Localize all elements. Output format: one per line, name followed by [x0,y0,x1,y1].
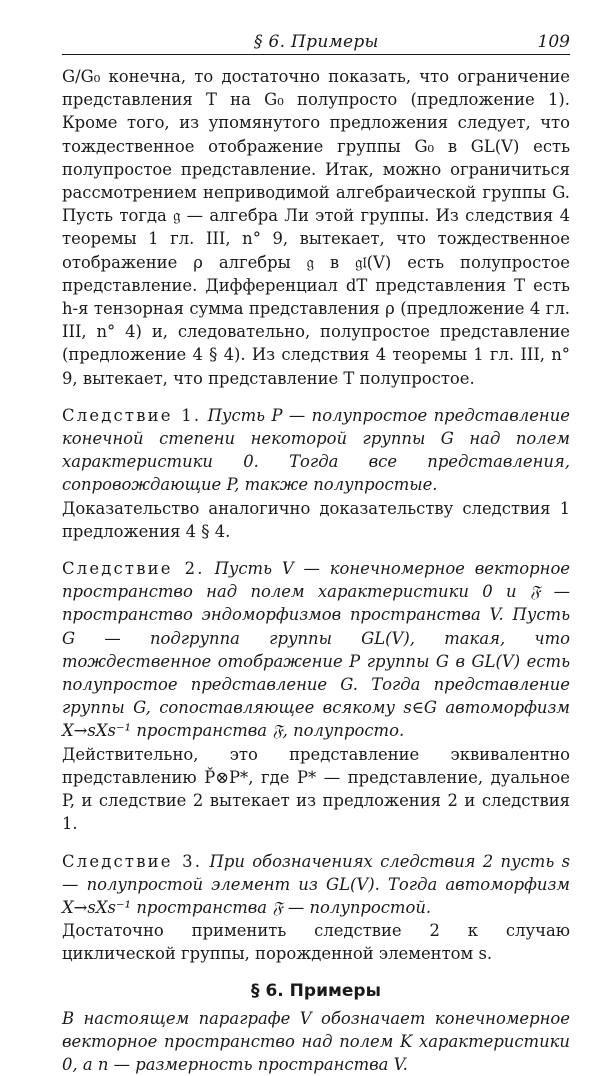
paragraph-proof-continuation: G/G₀ конечна, то достаточно показать, что ограничение представления T на G₀ полупросто (предложение 1). Кроме того, из упомянутого предложения следует, что тождественное отображение группы G₀ в GL(V) есть полупростое представление. Итак, можно ограничиться рассмотрением неприводимой алгебраической группы G. Пусть тогда 𝔤 — алгебра Ли этой группы. Из следствия 4 теоремы 1 гл. III, n° 9, вытекает, что тождественное отображение ρ алгебры 𝔤 в 𝔤𝔩(V) есть полупростое представление. Дифференциал dT представления T есть h-я тензорная сумма представления ρ (предложение 4 гл. III, n° 4) и, следовательно, полупростое представление (предложение 4 § 4). Из следствия 4 теоремы 1 гл. III, n° 9, вытекает, что представление T полупростое. [62,67,570,388]
page-body [62,65,570,1076]
running-title: § 6. Примеры [254,32,379,52]
corollary-3-statement: При обозначениях следствия 2 пусть s — полупростой элемент из GL(V). Тогда автоморфизм X→sXs⁻¹ пространства 𝔉 — полупростой. [62,851,570,917]
corollary-3 [62,850,570,920]
page-header [62,30,570,55]
corollary-2 [62,557,570,743]
corollary-2-statement: Пусть V — конечномерное векторное пространство над полем характеристики 0 и 𝔉 — пространство эндоморфизмов пространства V. Пусть G — подгруппа группы GL(V), такая, что тождественное отображение P группы G в GL(V) есть полупростое представление G. Тогда представление группы G, сопоставляющее всякому s∈G автоморфизм X→sXs⁻¹ пространства 𝔉, полупросто. [62,559,571,741]
spacer [62,390,570,404]
corollary-3-proof: Достаточно применить следствие 2 к случаю циклической группы, порожденной элементом s. [62,921,570,964]
spacer [62,543,570,557]
corollary-2-proof: Действительно, это представление эквивалентно представлению P̌⊗P*, где P* — представление, дуальное P, и следствие 2 вытекает из предложения 2 и следствия 1. [62,744,570,834]
section-heading: § 6. Примеры [251,980,381,1001]
corollary-1-statement: Пусть P — полупростое представление конечной степени некоторой группы G над полем характеристики 0. Тогда все представления, сопровождающие P, также полупростые. [62,405,570,495]
page-number: 109 [537,32,570,52]
corollary-1 [62,404,570,497]
section-intro: В настоящем параграфе V обозначает конечномерное векторное пространство над полем K характеристики 0, а n — размерность пространства V. [62,1008,570,1075]
book-page [62,30,570,1076]
corollary-1-label: Следствие 1. [62,405,202,425]
spacer [62,836,570,850]
corollary-3-label: Следствие 3. [62,851,203,871]
corollary-2-label: Следствие 2. [62,559,205,579]
corollary-1-proof: Доказательство аналогично доказательству следствия 1 предложения 4 § 4. [62,498,570,541]
